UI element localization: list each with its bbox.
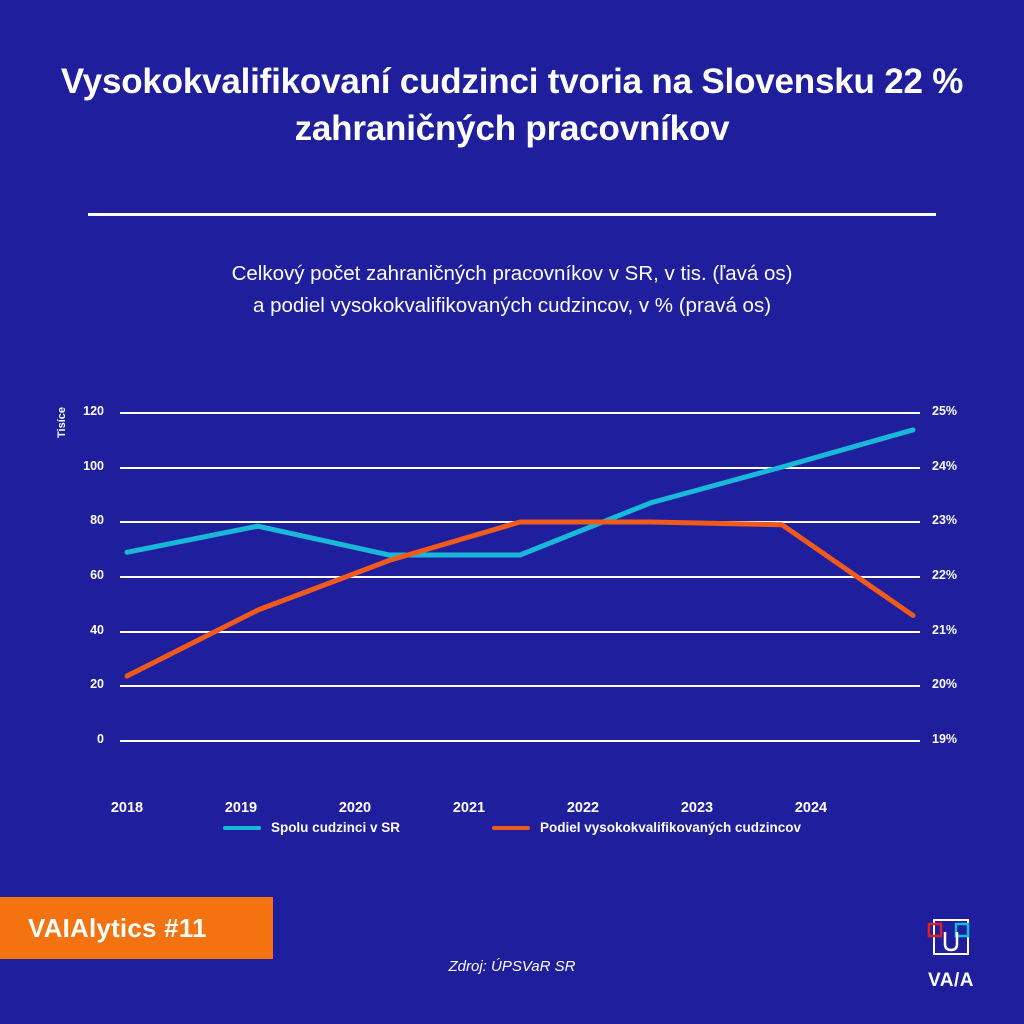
legend-label: Spolu cudzinci v SR xyxy=(270,820,400,835)
chart-subtitle-line-2: a podiel vysokokvalifikovaných cudzincov, v % (pravá os) xyxy=(252,293,772,317)
title-divider xyxy=(88,213,936,216)
logo xyxy=(912,918,990,996)
chart-subtitle xyxy=(62,258,962,322)
badge-label: VAIAlytics #11 xyxy=(28,912,207,943)
y-tick-label: 80 xyxy=(90,513,104,528)
legend-item-podiel-vysokokvalifikovanych xyxy=(492,820,801,835)
x-tick-label: 2018 xyxy=(110,800,144,816)
logo-wordmark: VA/A xyxy=(928,970,974,991)
y2-tick-label: 21% xyxy=(932,622,958,637)
y-tick-label: 120 xyxy=(83,404,104,418)
y-tick-label: 20 xyxy=(90,677,104,692)
chart-legend xyxy=(0,820,1024,835)
y2-tick-label: 25% xyxy=(932,404,958,418)
x-tick-label: 2020 xyxy=(338,800,372,816)
x-tick-label: 2024 xyxy=(794,800,828,816)
y2-tick-label: 20% xyxy=(932,677,958,692)
line-podiel-vysokokvalifikovanych xyxy=(127,522,913,676)
status-badge xyxy=(0,897,273,959)
y-tick-label: 60 xyxy=(90,568,104,582)
y2-tick-label: 19% xyxy=(932,732,958,746)
x-tick-label: 2022 xyxy=(566,800,600,816)
y-tick-label: 0 xyxy=(97,732,104,746)
legend-swatch-icon xyxy=(492,826,530,830)
chart-subtitle-line-1: Celkový počet zahraničných pracovníkov v SR, v tis. (ľavá os) xyxy=(231,262,793,285)
legend-swatch-icon xyxy=(223,826,261,830)
y2-tick-label: 24% xyxy=(932,458,958,473)
chart xyxy=(0,380,1024,850)
x-tick-label: 2023 xyxy=(680,800,714,816)
x-tick-label: 2019 xyxy=(224,800,258,816)
plot-area xyxy=(83,404,958,816)
x-tick-label: 2021 xyxy=(452,800,486,816)
logo-mark-icon xyxy=(912,918,990,968)
legend-label: Podiel vysokokvalifikovaných cudzincov xyxy=(539,820,802,835)
page-title: Vysokokvalifikovaní cudzinci tvoria na Slovensku 22 % zahraničných pracovníkov xyxy=(60,62,964,149)
y2-tick-label: 22% xyxy=(932,568,958,582)
y-tick-label: 40 xyxy=(90,622,104,637)
y-tick-label: 100 xyxy=(83,458,104,473)
series-lines xyxy=(120,412,920,742)
y-axis-title: Tisíce xyxy=(56,407,68,438)
source-note: Zdroj: ÚPSVaR SR xyxy=(448,958,576,975)
y2-tick-label: 23% xyxy=(932,513,958,528)
legend-item-spolu-cudzinci xyxy=(223,820,400,835)
